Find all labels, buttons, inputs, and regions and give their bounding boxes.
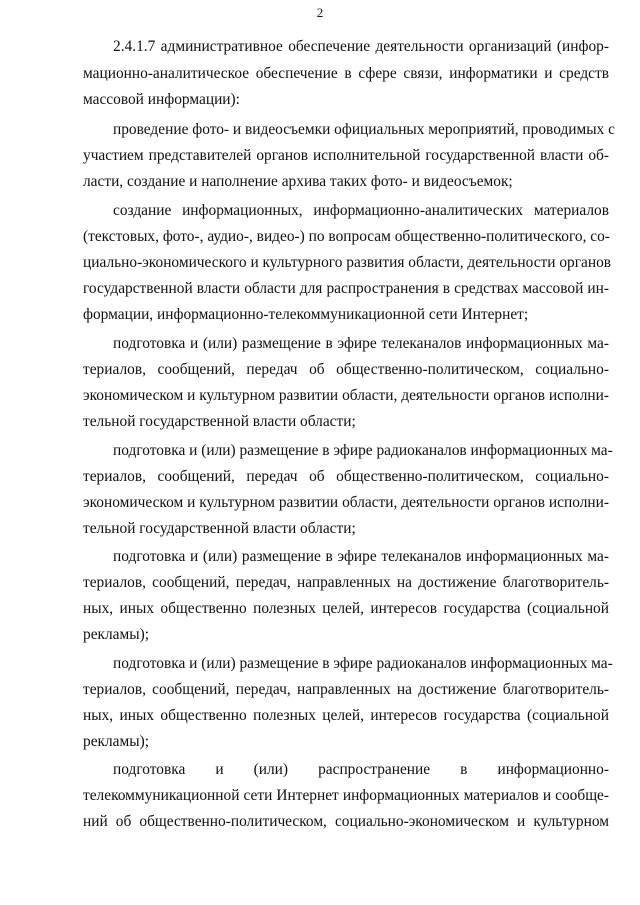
paragraph-line: телекоммуникационной сети Интернет информационных материалов и сообще- [83, 787, 609, 804]
paragraph-line: териалов, сообщений, передач об общественно-политическом, социально- [83, 468, 609, 485]
paragraph-line: подготовка и (или) размещение в эфире телеканалов информационных ма- [113, 548, 609, 565]
paragraph-line: териалов, сообщений, передач, направленных на достижение благотворитель- [83, 574, 609, 591]
paragraph-line: тельной государственной власти области; [83, 520, 356, 537]
paragraph-line: государственной власти области для распространения в средствах массовой ин- [83, 280, 609, 297]
paragraph-line: ний об общественно-политическом, социально-экономическом и культурном [83, 813, 609, 830]
paragraph-line: подготовка и (или) размещение в эфире радиоканалов информационных ма- [113, 442, 613, 459]
paragraph-line: подготовка и (или) размещение в эфире радиоканалов информационных ма- [113, 655, 613, 672]
paragraph-line: массовой информации): [83, 91, 240, 108]
paragraph-line: рекламы); [83, 733, 149, 750]
paragraph-line: циально-экономического и культурного развития области, деятельности органов [83, 254, 612, 271]
paragraph-line: ных, иных общественно полезных целей, интересов государства (социальной [83, 600, 609, 617]
paragraph-line: подготовка и (или) распространение в информационно- [113, 761, 609, 778]
paragraph-line: 2.4.1.7 административное обеспечение деятельности организаций (инфор- [113, 38, 609, 55]
paragraph-line: тельной государственной власти области; [83, 413, 356, 430]
paragraph-line: создание информационных, информационно-аналитических материалов [113, 202, 609, 219]
paragraph-line: экономическом и культурном развитии области, деятельности органов исполни- [83, 494, 609, 511]
paragraph-line: ных, иных общественно полезных целей, интересов государства (социальной [83, 707, 609, 724]
paragraph-line: териалов, сообщений, передач об общественно-политическом, социально- [83, 361, 609, 378]
paragraph-line: подготовка и (или) размещение в эфире телеканалов информационных ма- [113, 335, 609, 352]
paragraph-line: проведение фото- и видеосъемки официальных мероприятий, проводимых с [113, 121, 615, 138]
paragraph-line: рекламы); [83, 626, 149, 643]
paragraph-line: териалов, сообщений, передач, направленных на достижение благотворитель- [83, 681, 609, 698]
paragraph-line: (текстовых, фото-, аудио-, видео-) по вопросам общественно-политического, со- [83, 228, 610, 245]
paragraph-line: ласти, создание и наполнение архива таких фото- и видеосъемок; [83, 173, 513, 190]
paragraph-line: формации, информационно-телекоммуникационной сети Интернет; [83, 306, 529, 323]
paragraph-line: экономическом и культурном развитии области, деятельности органов исполни- [83, 387, 609, 404]
page-number: 2 [316, 5, 324, 20]
paragraph-line: участием представителей органов исполнительной государственной власти об- [83, 147, 609, 164]
paragraph-line: мационно-аналитическое обеспечение в сфере связи, информатики и средств [83, 65, 609, 82]
